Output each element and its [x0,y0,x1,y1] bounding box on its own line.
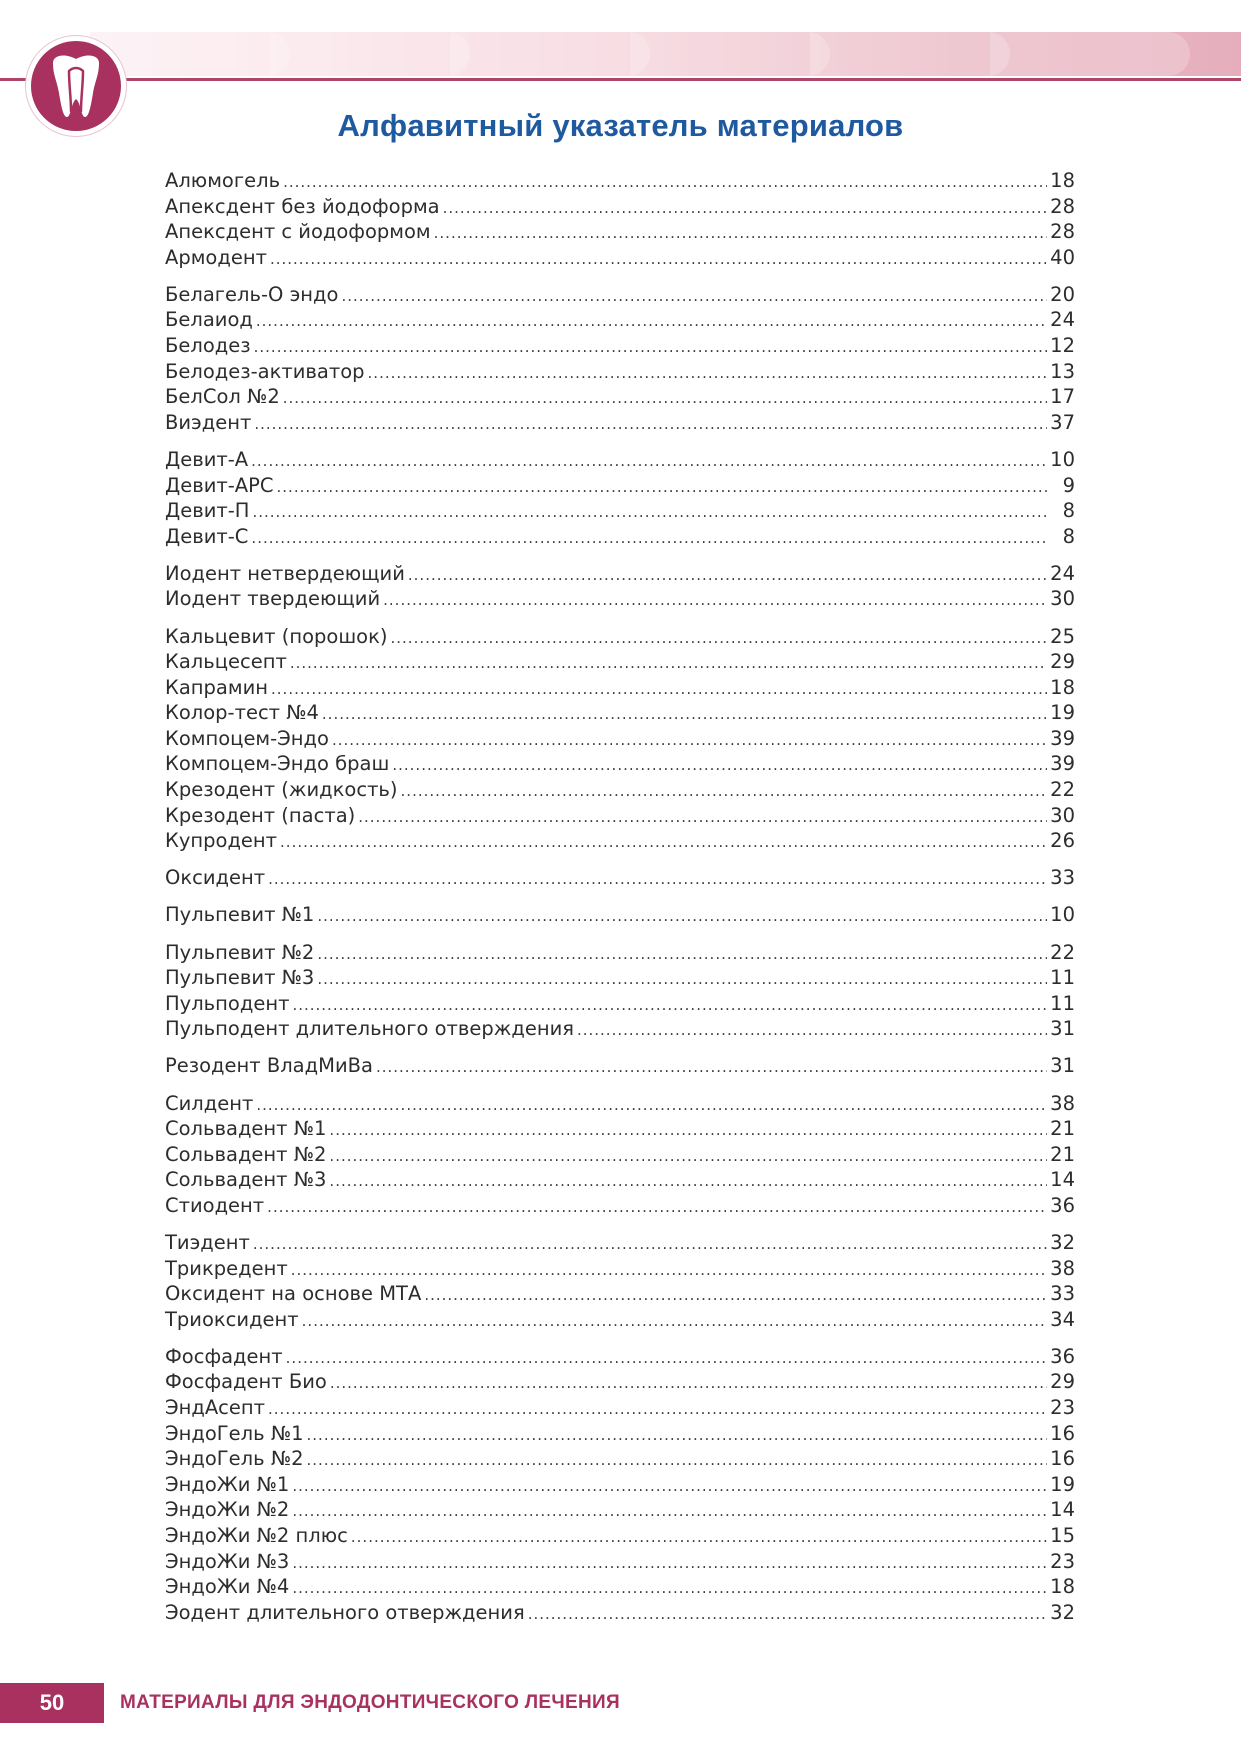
dot-leader [290,651,1047,677]
entry-page: 31 [1050,1054,1075,1078]
dot-leader [317,967,1047,993]
index-entry [165,1421,1075,1447]
index-entry [165,1016,1075,1042]
entry-name: Стиодент [165,1193,265,1217]
entry-page: 14 [1050,1168,1075,1192]
entry-name: ЭндоЖи №2 плюс [165,1524,348,1547]
entry-name: Девит-П [165,499,250,523]
entry-name: Сольвадент №3 [165,1168,327,1192]
index-entry [165,1344,1075,1370]
entry-name: Иодент нетвердеющий [165,561,405,585]
index-entry [165,524,1075,550]
index-entry [165,1574,1075,1600]
entry-name: Пульподент длительного отверждения [165,1017,574,1041]
index-entry [165,282,1075,308]
dot-leader [277,475,1047,501]
entry-name: Капрамин [165,675,269,699]
header-band-wave [810,32,1010,76]
entry-name: Компоцем-Эндо браш [165,752,390,776]
entry-name: Фосфадент Био [165,1370,327,1394]
entry-name: Белодез-активатор [165,359,365,383]
index-group [165,624,1075,854]
dot-leader [368,361,1047,387]
entry-name: ЭндоГель №2 [165,1447,304,1471]
entry-name: Кальцевит (порошок) [165,624,388,648]
footer-section-title: МАТЕРИАЛЫ ДЛЯ ЭНДОДОНТИЧЕСКОГО ЛЕЧЕНИЯ [120,1692,620,1713]
index-entry [165,865,1075,891]
entry-page: 30 [1050,803,1075,827]
entry-name: Крезодент (паста) [165,803,356,827]
index-entry [165,726,1075,752]
index-entry [165,1472,1075,1498]
entry-name: Триоксидент [165,1307,299,1331]
entry-name: Пульподент [165,991,290,1015]
entry-page: 23 [1050,1396,1075,1420]
dot-leader [401,779,1047,805]
entry-page: 16 [1050,1447,1075,1471]
dot-leader [253,1232,1047,1258]
entry-page: 8 [1062,524,1075,548]
dot-leader [302,1309,1047,1335]
entry-name: Сольвадент №2 [165,1142,327,1166]
entry-page: 31 [1050,1017,1075,1041]
entry-page: 17 [1050,385,1075,409]
dot-leader [271,677,1047,703]
entry-name: Колор-тест №4 [165,701,319,725]
entry-page: 34 [1050,1307,1075,1331]
entry-page: 14 [1050,1498,1075,1522]
index-entry [165,168,1075,194]
index-entry [165,245,1075,271]
index-entry [165,1307,1075,1333]
index-group [165,1053,1075,1079]
entry-name: Белодез [165,334,251,358]
entry-page: 10 [1050,903,1075,927]
index-group [165,1230,1075,1332]
entry-name: Резодент ВладМиВа [165,1054,373,1078]
entry-name: Фосфадент [165,1344,283,1368]
dot-leader [391,626,1048,652]
dot-leader [268,1397,1047,1423]
entry-name: Иодент твердеющий [165,587,381,611]
index-group [165,1091,1075,1219]
dot-leader [317,904,1047,930]
index-entry [165,940,1075,966]
index-entry [165,194,1075,220]
dot-leader [270,247,1047,273]
entry-page: 33 [1050,1282,1075,1306]
entry-page: 32 [1050,1230,1075,1254]
index-group [165,168,1075,270]
dot-leader [286,1346,1047,1372]
entry-page: 10 [1050,447,1075,471]
entry-name: Трикредент [165,1256,288,1280]
entry-page: 23 [1050,1549,1075,1573]
entry-page: 24 [1050,561,1075,585]
index-entry [165,902,1075,928]
entry-name: БелСол №2 [165,385,280,409]
entry-page: 22 [1050,940,1075,964]
dot-leader [443,196,1047,222]
index-group [165,1344,1075,1626]
entry-page: 24 [1050,308,1075,332]
dot-leader [307,1423,1047,1449]
entry-page: 20 [1050,282,1075,306]
index-entry [165,1091,1075,1117]
entry-name: Алюмогель [165,169,281,192]
entry-page: 11 [1050,991,1075,1015]
index-entry [165,1395,1075,1421]
dot-leader [292,1576,1047,1602]
dot-leader [329,1118,1047,1144]
page-number: 50 [39,1690,65,1715]
entry-page: 39 [1050,726,1075,750]
entry-page: 19 [1050,1472,1075,1496]
dot-leader [307,1448,1047,1474]
header-band-wave [990,32,1190,76]
index-entry [165,586,1075,612]
dot-leader [329,1169,1047,1195]
dot-leader [408,563,1047,589]
index-entry [165,498,1075,524]
entry-page: 22 [1050,778,1075,802]
entry-page: 8 [1062,499,1075,523]
dot-leader [254,412,1047,438]
entry-name: ЭндоГель №1 [165,1421,304,1445]
index-entry [165,1281,1075,1307]
dot-leader [330,1371,1047,1397]
index-entry [165,384,1075,410]
dot-leader [283,386,1047,412]
index-entry [165,561,1075,587]
index-entry [165,828,1075,854]
entry-name: Виэдент [165,410,252,434]
entry-page: 40 [1050,245,1075,269]
dot-leader [392,753,1047,779]
entry-name: ЭндоЖи №4 [165,1575,290,1599]
dot-leader [267,1195,1047,1221]
entry-page: 29 [1050,1370,1075,1394]
dot-leader [251,526,1047,552]
entry-page: 16 [1050,1421,1075,1445]
index-group [165,902,1075,928]
index-entry [165,1230,1075,1256]
dot-leader [292,1474,1047,1500]
entry-name: Тиэдент [165,1230,250,1254]
index-entry [165,1142,1075,1168]
header-band-wave [630,32,830,76]
dot-leader [317,942,1047,968]
dot-leader [283,170,1047,196]
entry-page: 26 [1050,829,1075,853]
dot-leader [268,867,1047,893]
entry-page: 39 [1050,752,1075,776]
entry-page: 36 [1050,1193,1075,1217]
dot-leader [280,830,1047,856]
dot-leader [341,284,1047,310]
header-band [90,32,1241,76]
index-entry [165,965,1075,991]
dot-leader [292,1499,1047,1525]
index-entry [165,803,1075,829]
header-band-wave [270,32,470,76]
index-entry [165,991,1075,1017]
entry-page: 29 [1050,650,1075,674]
entry-name: Белаиод [165,308,253,332]
dot-leader [332,728,1047,754]
index-entry [165,1167,1075,1193]
entry-name: Купродент [165,829,278,853]
dot-leader [252,500,1047,526]
entry-name: Апексдент без йодоформа [165,194,440,218]
entry-page: 18 [1050,675,1075,699]
entry-name: Силдент [165,1091,254,1115]
index-entry [165,1446,1075,1472]
entry-name: Пульпевит №2 [165,940,315,964]
index-entry [165,700,1075,726]
dot-leader [376,1055,1047,1081]
entry-page: 11 [1050,966,1075,990]
entry-page: 32 [1050,1600,1075,1624]
dot-leader [434,221,1047,247]
page-title: Алфавитный указатель материалов [337,108,904,143]
entry-name: Апексдент с йодоформом [165,220,431,244]
entry-page: 21 [1050,1142,1075,1166]
entry-name: ЭндоЖи №3 [165,1549,290,1573]
entry-name: Пульпевит №1 [165,903,315,927]
entry-page: 36 [1050,1344,1075,1368]
index-entry [165,649,1075,675]
dot-leader [528,1602,1047,1628]
dot-leader [383,588,1047,614]
entry-name: Кальцесепт [165,650,287,674]
entry-page: 12 [1050,334,1075,358]
entry-name: Оксидент [165,866,266,890]
entry-page: 37 [1050,410,1075,434]
dot-leader [292,1551,1047,1577]
entry-page: 13 [1050,359,1075,383]
entry-name: Девит-С [165,524,249,548]
entry-page: 38 [1050,1256,1075,1280]
entry-page: 18 [1050,1575,1075,1599]
dot-leader [351,1525,1047,1551]
dot-leader [292,993,1047,1019]
entry-name: Эодент длительного отверждения [165,1600,525,1624]
index-entry [165,1600,1075,1626]
entry-name: Крезодент (жидкость) [165,778,398,802]
index-group [165,447,1075,549]
entry-name: Армодент [165,245,267,269]
index-entry [165,1256,1075,1282]
entry-page: 30 [1050,587,1075,611]
index-entry [165,473,1075,499]
entry-page: 28 [1050,194,1075,218]
index-entry [165,447,1075,473]
dot-leader [251,449,1047,475]
index-entry [165,1497,1075,1523]
index-entry [165,1523,1075,1549]
entry-name: Пульпевит №3 [165,966,315,990]
index-entry [165,1193,1075,1219]
dot-leader [329,1144,1047,1170]
index-group [165,282,1075,436]
entry-page: 19 [1050,701,1075,725]
index-entry [165,359,1075,385]
entry-page: 15 [1050,1524,1075,1547]
entry-name: Девит-А [165,447,249,471]
entry-name: ЭндАсепт [165,1396,266,1420]
index-entry [165,777,1075,803]
entry-name: Оксидент на основе МТА [165,1282,422,1306]
entry-name: ЭндоЖи №1 [165,1472,290,1496]
dot-leader [577,1018,1047,1044]
dot-leader [254,335,1047,361]
entry-name: Белагель-О эндо [165,282,339,306]
dot-leader [256,309,1047,335]
entry-page: 33 [1050,866,1075,890]
entry-page: 28 [1050,220,1075,244]
material-index [165,168,1075,1637]
index-group [165,865,1075,891]
index-entry [165,1053,1075,1079]
header-band-wave [450,32,650,76]
entry-page: 9 [1062,473,1075,497]
entry-name: Компоцем-Эндо [165,726,329,750]
entry-page: 18 [1050,169,1075,192]
index-entry [165,1116,1075,1142]
index-entry [165,675,1075,701]
entry-page: 25 [1050,624,1075,648]
dot-leader [256,1093,1047,1119]
index-group [165,561,1075,612]
dot-leader [322,702,1047,728]
index-entry [165,307,1075,333]
entry-page: 21 [1050,1117,1075,1141]
entry-name: ЭндоЖи №2 [165,1498,290,1522]
entry-name: Сольвадент №1 [165,1117,327,1141]
dot-leader [424,1283,1047,1309]
entry-name: Девит-АРС [165,473,274,497]
index-entry [165,219,1075,245]
index-entry [165,624,1075,650]
header-rule [0,78,1241,81]
index-entry [165,1549,1075,1575]
entry-page: 38 [1050,1091,1075,1115]
index-group [165,940,1075,1042]
index-entry [165,751,1075,777]
index-entry [165,1369,1075,1395]
dot-leader [358,805,1047,831]
dot-leader [291,1258,1047,1284]
index-entry [165,410,1075,436]
index-entry [165,333,1075,359]
